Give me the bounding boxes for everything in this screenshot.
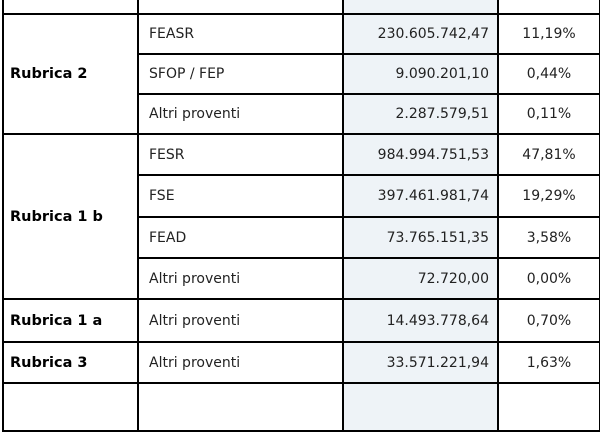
- amount-cell: 984.994.751,53: [342, 133, 499, 176]
- amount-cell: 397.461.981,74: [342, 174, 499, 218]
- rubrica-label: Rubrica 2: [2, 13, 139, 135]
- percent-cell: 47,81%: [497, 133, 600, 176]
- percent-cell: 0,70%: [497, 298, 600, 343]
- source-cell: FSE: [137, 174, 344, 218]
- amount-cell: 230.605.742,47: [342, 13, 499, 55]
- percent-cell: 1,63%: [497, 341, 600, 384]
- percent-cell: 3,58%: [497, 216, 600, 259]
- percent-cell: 0,00%: [497, 257, 600, 300]
- source-cell: Altri proventi: [137, 341, 344, 384]
- source-cell: Altri proventi: [137, 298, 344, 343]
- table-cell-partial: [137, 382, 344, 432]
- source-cell: FEASR: [137, 13, 344, 55]
- source-cell: Altri proventi: [137, 93, 344, 135]
- amount-cell: 2.287.579,51: [342, 93, 499, 135]
- amount-cell: 14.493.778,64: [342, 298, 499, 343]
- table-cell-partial: [497, 382, 600, 432]
- percent-cell: 0,44%: [497, 53, 600, 95]
- percent-cell: 11,19%: [497, 13, 600, 55]
- percent-cell: 19,29%: [497, 174, 600, 218]
- rubrica-label: Rubrica 3: [2, 341, 139, 384]
- amount-cell: 9.090.201,10: [342, 53, 499, 95]
- source-cell: FESR: [137, 133, 344, 176]
- source-cell: SFOP / FEP: [137, 53, 344, 95]
- amount-cell: 72.720,00: [342, 257, 499, 300]
- source-cell: FEAD: [137, 216, 344, 259]
- table-cell-partial: [2, 382, 139, 432]
- amount-cell: 33.571.221,94: [342, 341, 499, 384]
- source-cell: Altri proventi: [137, 257, 344, 300]
- rubrica-label: Rubrica 1 b: [2, 133, 139, 300]
- amount-cell: 73.765.151,35: [342, 216, 499, 259]
- table-cell-partial: [342, 382, 499, 432]
- rubrica-label: Rubrica 1 a: [2, 298, 139, 343]
- percent-cell: 0,11%: [497, 93, 600, 135]
